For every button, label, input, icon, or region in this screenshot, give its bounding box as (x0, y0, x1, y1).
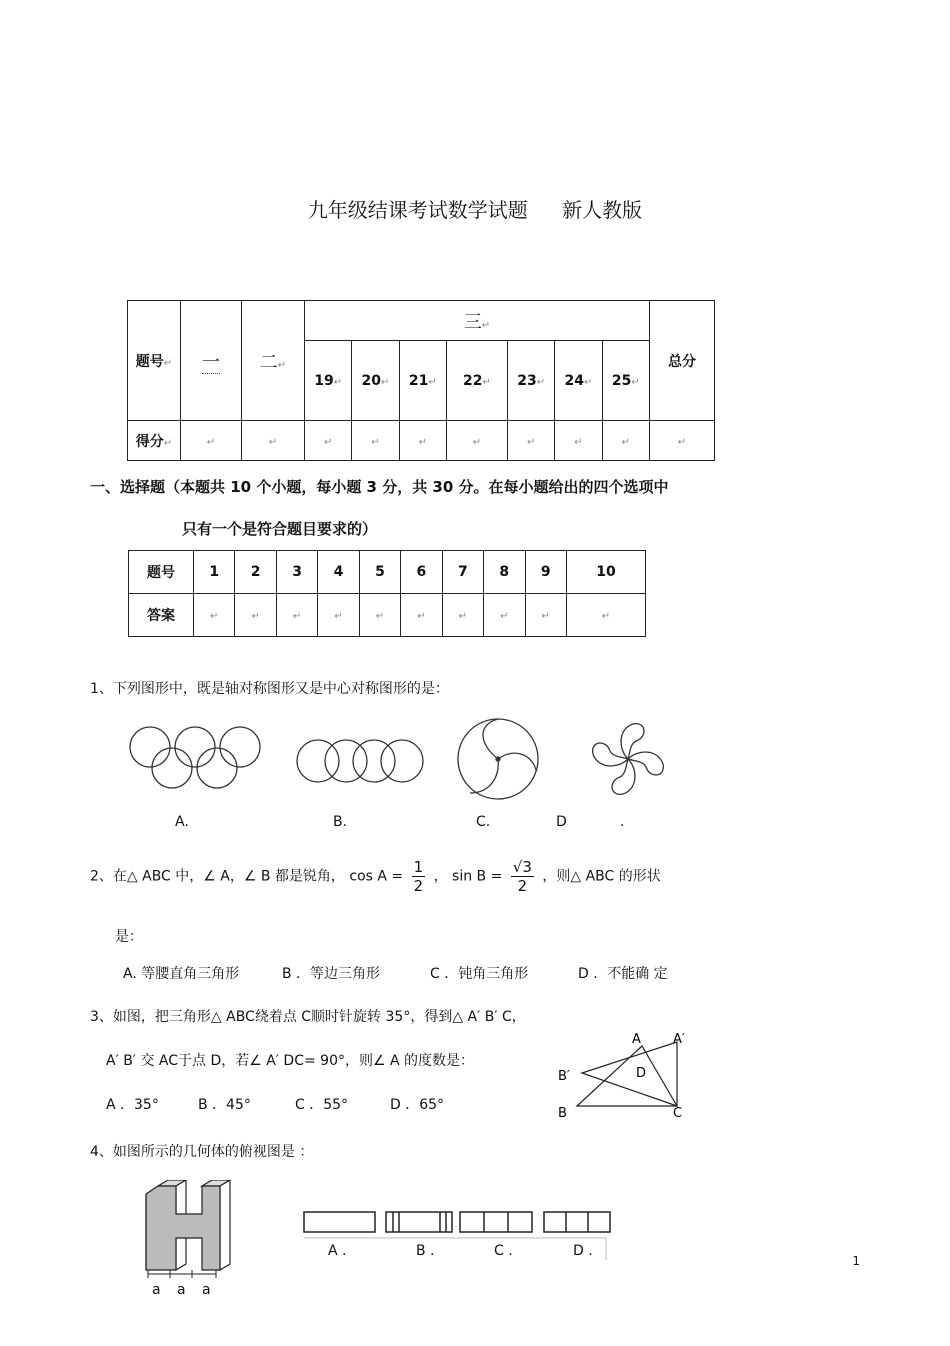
q2-option-d: D ．不能确 定 (578, 966, 668, 982)
answer-cell: ↵ (401, 594, 442, 637)
question-1-text: 1、下列图形中，既是轴对称图形又是中心对称图形的是： (90, 681, 449, 697)
score-cell: ↵ (446, 421, 507, 461)
score-table (127, 300, 715, 461)
section-1-header: 一 (181, 301, 242, 421)
q4-dim-2: a (177, 1282, 186, 1298)
page-title (0, 194, 950, 223)
answer-num: 3 (276, 551, 317, 594)
q4-dim-1: a (152, 1282, 161, 1298)
pinwheel-figure (593, 724, 664, 795)
answer-num: 8 (484, 551, 525, 594)
answer-table-row1-label: 题号 (129, 551, 194, 594)
option-b-shape (386, 1212, 452, 1232)
sub-19: 19↵ (305, 341, 352, 421)
q4-option-b: B . (416, 1243, 435, 1259)
q3-triangle-figure (552, 1028, 702, 1123)
label-a: A (632, 1032, 641, 1047)
q4-text: 4、如图所示的几何体的俯视图是 ： (90, 1144, 314, 1160)
q4-option-a: A . (328, 1243, 347, 1259)
q3-line2: A′ B′ 交 AC于点 D，若∠ A′ DC= 90°，则∠ A 的度数是： (106, 1053, 475, 1069)
answer-cell: ↵ (484, 594, 525, 637)
q2-fraction-2: $\frac{√3}{2}$ (512, 858, 532, 895)
answer-num: 6 (401, 551, 442, 594)
question-1-figures (120, 715, 700, 805)
question-2-text (90, 858, 661, 895)
total-header: 总分 (650, 301, 715, 421)
title-edition: 新人教版 (562, 198, 643, 222)
answer-cell: ↵ (235, 594, 276, 637)
yin-yang-figure (458, 719, 538, 799)
title-main: 九年级结课考试数学试题 (307, 198, 528, 222)
answer-num: 2 (235, 551, 276, 594)
sub-24: 24↵ (555, 341, 602, 421)
answer-table-row2-label: 答案 (129, 594, 194, 637)
answer-cell: ↵ (442, 594, 483, 637)
sub-21: 21↵ (399, 341, 446, 421)
label-a-prime: A′ (673, 1032, 685, 1047)
sub-20: 20↵ (352, 341, 399, 421)
option-a-shape (304, 1212, 375, 1232)
answer-num: 4 (318, 551, 359, 594)
q2-suffix: ，则△ ABC 的形状 (542, 868, 661, 885)
score-cell: ↵ (242, 421, 305, 461)
q3-line1: 3、如图，把三角形△ ABC绕着点 C顺时针旋转 35°，得到△ A′ B′ C， (90, 1009, 526, 1025)
answer-cell: ↵ (318, 594, 359, 637)
section-1-heading: 一、选择题（本题共 10 个小题，每小题 3 分，共 30 分。在每小题给出的四个选项中 (90, 478, 669, 496)
answer-cell: ↵ (276, 594, 317, 637)
q4-top-view-options (300, 1208, 620, 1268)
q2-option-a: A. 等腰直角三角形 (123, 966, 240, 982)
answer-num: 5 (359, 551, 400, 594)
score-cell: ↵ (650, 421, 715, 461)
section-2-header: 二↵ (242, 301, 305, 421)
sub-23: 23↵ (507, 341, 554, 421)
score-cell: ↵ (181, 421, 242, 461)
score-label: 得分↵ (128, 421, 181, 461)
answer-table (128, 550, 646, 637)
q1-option-a: A. (175, 814, 189, 830)
score-cell: ↵ (305, 421, 352, 461)
label-b-prime: B′ (558, 1069, 570, 1084)
q2-prefix: 2、在△ ABC 中，∠ A，∠ B 都是锐角， cos A = (90, 868, 404, 885)
score-cell: ↵ (399, 421, 446, 461)
answer-num: 9 (525, 551, 566, 594)
option-c-shape (460, 1212, 532, 1232)
answer-cell: ↵ (359, 594, 400, 637)
answer-num: 10 (566, 551, 645, 594)
q1-option-d-dot: . (620, 814, 625, 830)
answer-num: 1 (194, 551, 235, 594)
q4-option-d: D . (573, 1243, 593, 1259)
olympic-rings-figure (130, 727, 260, 788)
answer-num: 7 (442, 551, 483, 594)
q2-option-c: C ．钝角三角形 (430, 966, 529, 982)
q2-cont: 是： (115, 929, 143, 945)
score-cell: ↵ (352, 421, 399, 461)
page-number: 1 (852, 1254, 860, 1268)
sub-22: 22↵ (446, 341, 507, 421)
q2-fraction-1: $\frac{1}{2}$ (413, 858, 424, 895)
answer-cell: ↵ (566, 594, 645, 637)
q1-option-c: C. (476, 814, 491, 830)
score-cell: ↵ (507, 421, 554, 461)
q3-option-b: B ．45° (198, 1097, 251, 1113)
sub-25: 25↵ (602, 341, 649, 421)
label-d: D (636, 1066, 647, 1081)
answer-cell: ↵ (194, 594, 235, 637)
section-3-header: 三↵ (305, 301, 650, 341)
q3-option-a: A ．35° (106, 1097, 159, 1113)
option-d-shape (544, 1212, 610, 1232)
score-cell: ↵ (555, 421, 602, 461)
score-cell: ↵ (602, 421, 649, 461)
label-c: C (673, 1106, 683, 1121)
q3-option-c: C ．55° (295, 1097, 349, 1113)
four-rings-figure (297, 740, 423, 782)
q1-option-b: B. (333, 814, 348, 830)
q2-middle: ， sin B = (433, 868, 503, 885)
score-table-row-label: 题号↵ (128, 301, 181, 421)
label-b: B (558, 1106, 567, 1121)
triangle-a1b1c (582, 1042, 677, 1106)
section-1-heading-cont: 只有一个是符合题目要求的） (182, 520, 378, 538)
q3-option-d: D ．65° (390, 1097, 445, 1113)
q1-option-d: D (556, 814, 567, 830)
q4-dim-3: a (202, 1282, 211, 1298)
q4-option-c: C . (494, 1243, 513, 1259)
answer-cell: ↵ (525, 594, 566, 637)
q2-option-b: B ．等边三角形 (282, 966, 381, 982)
q4-h-solid-figure (140, 1180, 240, 1280)
